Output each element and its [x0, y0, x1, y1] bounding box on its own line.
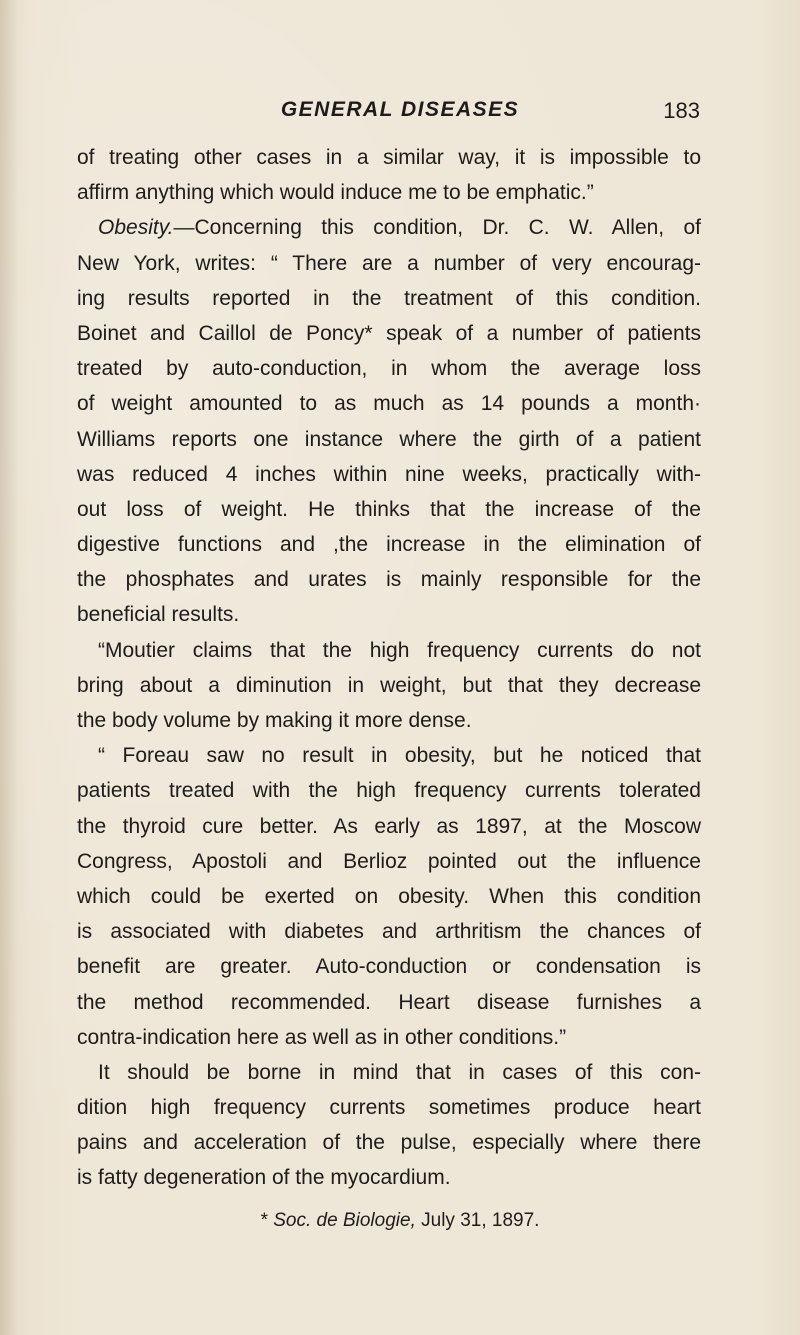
text-line: digestive functions and ,the increase in the elimination of	[77, 533, 701, 557]
text-line: Congress, Apostoli and Berlioz pointed out the influence	[77, 849, 701, 873]
text-line: benefit are greater. Auto-conduction or condensation is	[77, 955, 701, 979]
text-line: Boinet and Caillol de Poncy* speak of a number of patients	[77, 321, 701, 345]
footnote-source: Soc. de Biologie,	[273, 1210, 416, 1231]
footnote	[0, 1210, 800, 1232]
text-line: the body volume by making it more dense.	[77, 709, 472, 732]
text-line: which could be exerted on obesity. When this condition	[77, 884, 701, 908]
text-line: was reduced 4 inches within nine weeks, practically with-	[77, 462, 701, 486]
text-line: affirm anything which would induce me to be emphatic.”	[77, 181, 594, 205]
text-line: of treating other cases in a similar way, it is impossible to	[77, 146, 701, 169]
text-line: the thyroid cure better. As early as 1897, at the Moscow	[77, 814, 701, 838]
body-text	[77, 140, 701, 1196]
page-edge-shadow	[0, 0, 18, 1335]
text-line: New York, writes: “ There are a number of very encourag-	[77, 251, 701, 275]
text-line: pains and acceleration of the pulse, especially where there	[77, 1131, 701, 1155]
text-line: is associated with diabetes and arthritism the chances of	[77, 920, 701, 944]
text-line: It should be borne in mind that in cases of this con-	[98, 1060, 701, 1084]
text-line: Williams reports one instance where the girth of a patient	[77, 427, 701, 451]
text-line: of weight amounted to as much as 14 pounds a month·	[77, 392, 701, 416]
text-line: treated by auto-conduction, in whom the average loss	[77, 357, 701, 381]
text-line: “Moutier claims that the high frequency currents do not	[98, 638, 701, 662]
obesity-line-rest: —Concerning this condition, Dr. C. W. Allen, of	[173, 216, 701, 240]
footnote-date: July 31, 1897.	[421, 1210, 540, 1231]
page-number: 183	[663, 98, 700, 123]
text-line: the method recommended. Heart disease furnishes a	[77, 990, 701, 1014]
footnote-marker: *	[260, 1210, 268, 1231]
text-line: is fatty degeneration of the myocardium.	[77, 1166, 451, 1190]
text-line: contra-indication here as well as in other conditions.”	[77, 1025, 567, 1049]
text-line	[77, 210, 701, 245]
chapter-title: GENERAL DISEASES	[280, 98, 520, 121]
text-line: patients treated with the high frequency currents tolerated	[77, 779, 701, 803]
text-line: out loss of weight. He thinks that the increase of the	[77, 497, 701, 521]
text-line: bring about a diminution in weight, but that they decrease	[77, 673, 701, 697]
obesity-heading: Obesity.	[98, 216, 174, 240]
text-line: the phosphates and urates is mainly responsible for the	[77, 568, 701, 592]
text-line: “ Foreau saw no result in obesity, but he noticed that	[98, 744, 701, 768]
running-head	[0, 90, 800, 130]
text-line: beneficial results.	[77, 603, 240, 627]
text-line: dition high frequency currents sometimes produce heart	[77, 1096, 701, 1120]
text-line: ing results reported in the treatment of this condition.	[77, 286, 701, 310]
